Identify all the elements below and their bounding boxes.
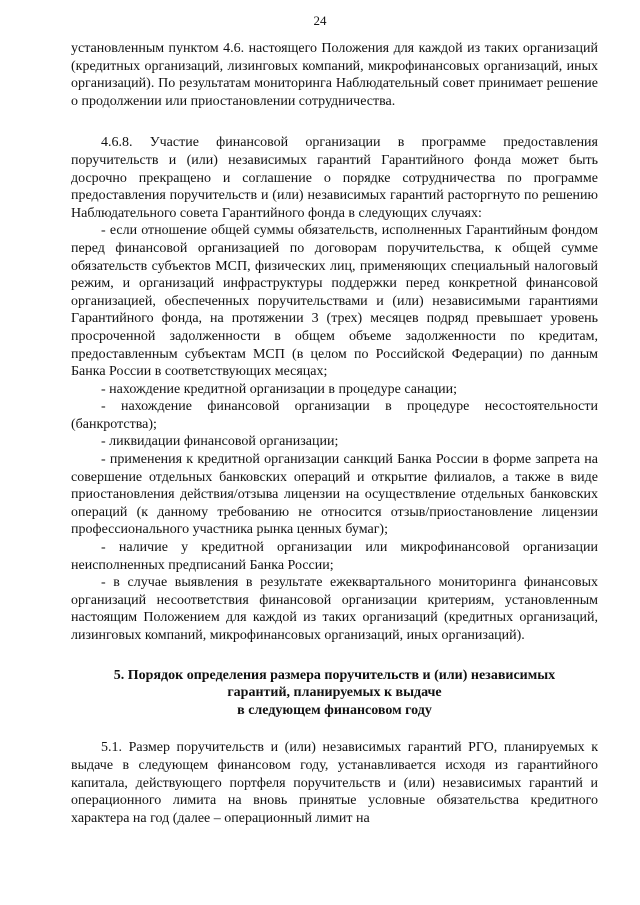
document-body: [71, 40, 598, 827]
paragraph-5-1: 5.1. Размер поручительств и (или) независимых гарантий РГО, планируемых к выдаче в следующем финансовом году, устанавливается исходя из гарантийного капитала, действующего портфеля поручительств и (или) независимых гарантий и операционного лимита на вновь принятые условные обязательства кредитного характера на год (далее – операционный лимит на: [71, 740, 598, 826]
list-item: - ликвидации финансовой организации;: [101, 434, 339, 450]
list-item: - наличие у кредитной организации или микрофинансовой организации неисполненных предписаний Банка России;: [71, 540, 598, 573]
page-number: 24: [313, 13, 327, 28]
list-item: - применения к кредитной организации санкций Банка России в форме запрета на совершение отдельных банковских операций и открытие филиалов, а также в виде приостановления действия/отзыва лицензии на осуществление отдельных банковских операций (к данному требованию не относится отзыв/приостановление лицензии профессионального участника рынка ценных бумаг);: [71, 452, 598, 538]
list-item: - в случае выявления в результате ежеквартального мониторинга финансовых организаций несоответствия финансовой организации критериям, установленным настоящим Положением для каждой из таких организаций (кредитных организаций, лизинговых компаний, микрофинансовых организаций, иных организаций).: [71, 575, 598, 643]
list-item: - нахождение финансовой организации в процедуре несостоятельности (банкротства);: [71, 399, 598, 432]
section-heading-line: в следующем финансовом году: [237, 702, 432, 718]
section-heading-line: 5. Порядок определения размера поручительств и (или) независимых: [113, 667, 556, 683]
paragraph-4-6-8: 4.6.8. Участие финансовой организации в программе предоставления поручительств и (или) независимых гарантий Гарантийного фонда может быть досрочно прекращено и соглашение о порядке сотрудничества по программе предоставления поручительств и (или) независимых гарантий расторгнуто по решению Наблюдательного совета Гарантийного фонда в следующих случаях:: [71, 135, 598, 221]
list-item: - нахождение кредитной организации в процедуре санации;: [101, 381, 458, 397]
list-item: - если отношение общей суммы обязательств, исполненных Гарантийным фондом перед финансовой организацией по договорам поручительства, к общей сумме обязательств субъектов МСП, физических лиц, применяющих специальный налоговый режим, и организаций инфраструктуры поддержки перед конкретной финансовой организацией, обеспеченных поручительствами и (или) независимыми гарантиями Гарантийного фонда, на протяжении 3 (трех) месяцев подряд превышает уровень просроченной задолженности в общем объеме задолженности по кредитам, предоставленным субъектам МСП (в целом по Российской Федерации) по данным Банка России в соответствующих месяцах;: [71, 223, 598, 380]
section-heading-line: гарантий, планируемых к выдаче: [227, 685, 442, 701]
paragraph-continuation: установленным пунктом 4.6. настоящего Положения для каждой из таких организаций (кредитных организаций, лизинговых компаний, микрофинансовых организаций, иных организаций). По результатам мониторинга Наблюдательный совет принимает решение о продолжении или приостановлении сотрудничества.: [71, 41, 598, 109]
section-heading: [71, 667, 598, 720]
